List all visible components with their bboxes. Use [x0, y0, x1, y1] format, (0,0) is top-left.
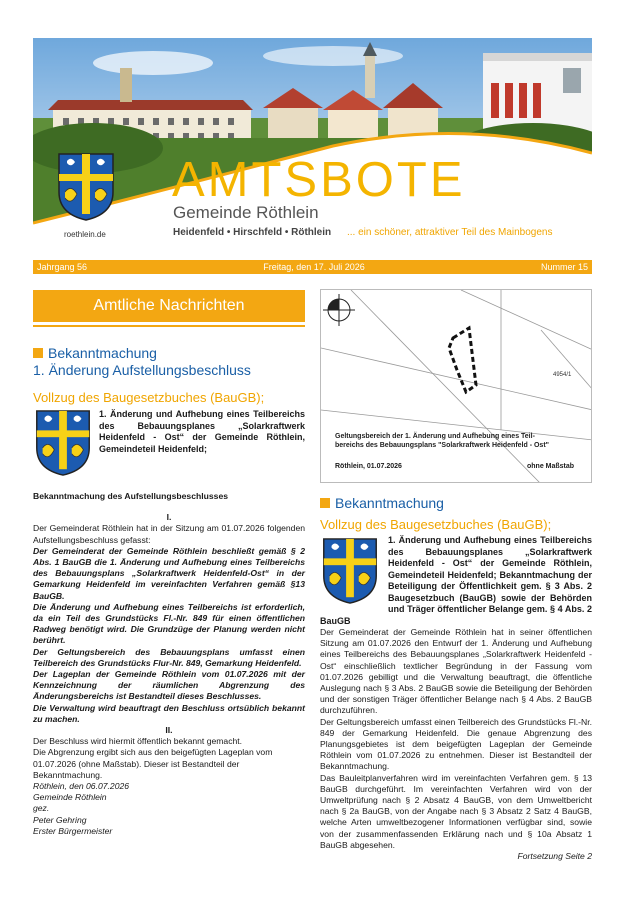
square-bullet-icon: [320, 498, 330, 508]
map-place-date: Röthlein, 01.07.2026: [335, 463, 402, 470]
paragraph: Der Geltungsbereich des Bebauungsplans umfasst einen Teilbereich des Grundstücks Flur-Nr. 849, Gemarkung Heidenfeld.: [33, 646, 305, 668]
signature-name: Peter Gehring: [33, 814, 87, 825]
paragraph: Der Geltungsbereich umfasst einen Teilbereich des Grundstücks Fl.-Nr. 849 der Gemarkung Heidenfeld. Die genaue Abgrenzung des Planungsgebietes ist dem beigefügten Lageplan der Gemeinde Röthlein vom 01.07.2026 zu entnehmen. Dieser ist Bestandteil der Bekanntmachung.: [320, 716, 592, 772]
part-two-marker: II.: [165, 725, 173, 736]
paragraph: Die Änderung und Aufhebung eines Teilbereichs ist erforderlich, da ein Teil des Grundstücks Fl.-Nr. 849 für einen öffentlichen Radweg benötigt wird. Die Grundzüge der Planung werden nicht berührt.: [33, 601, 305, 646]
coat-of-arms-icon: [320, 537, 380, 605]
paragraph: Die Abgrenzung ergibt sich aus den beigefügten Lageplan vom 01.07.2026 (ohne Maßstab). Dieser ist Bestandteil der Bekanntmachung.: [33, 747, 273, 780]
issue-number: Nummer 15: [540, 262, 588, 272]
plan-title: 1. Änderung und Aufhebung eines Teilbereichs des Bebauungsplanes „Solarkraftwerk Heidenfeld - Ost“ der Gemeinde Röthlein, Gemeindeteil Heidenfeld;: [99, 409, 305, 454]
slogan: ... ein schöner, attraktiver Teil des Mainbogens: [347, 227, 553, 238]
plan-title: 1. Änderung und Aufhebung eines Teilbereichs des Bebauungsplanes „Solarkraftwerk Heidenfeld - Ost“ der Gemeinde Röthlein, Gemeindeteil Heidenfeld; Bekanntmachung der Beteiligung der Öffentlichkeit gem. § 3 Abs. 2 Baugesetzbuch (BauGB) sowie der Behörden und Träger öffentlicher Belange gem. § 4 Abs. 2 BauGB: [320, 535, 592, 626]
map-caption: Geltungsbereich der 1. Änderung und Aufhebung eines Teil- bereichs des Bebauungsplans "Solarkraftwerk Heidenfeld - Ost": [335, 433, 549, 449]
coat-of-arms-icon: [57, 152, 115, 222]
section-title: Amtliche Nachrichten: [93, 297, 245, 314]
law-heading: Vollzug des Baugesetzbuches (BauGB);: [33, 390, 265, 405]
left-column: [33, 345, 305, 837]
village-list: Heidenfeld • Hirschfeld • Röthlein: [173, 227, 332, 238]
site-plan-map: [320, 289, 592, 483]
notice-heading: Bekanntmachung: [320, 495, 592, 511]
coat-of-arms-icon: [33, 409, 93, 477]
parcel-number: 4954/1: [553, 372, 572, 378]
paragraph: Die Verwaltung wird beauftragt den Beschluss ortsüblich bekannt zu machen.: [33, 702, 305, 724]
right-column: [320, 495, 592, 862]
paragraph: Der Beschluss wird hiermit öffentlich bekannt gemacht.: [33, 736, 243, 747]
part-one-marker: I.: [166, 512, 172, 523]
issue-info-bar: [33, 260, 592, 274]
paragraph: Der Gemeinderat der Gemeinde Röthlein beschließt gemäß § 2 Abs. 1 BauGB die 1. Änderung und Aufhebung eines Teilbereichs des Bebauungsplans „Solarkraftwerk Heidenfeld-Ost“ in der Gemarkung Heidenfeld im vereinfachten Verfahren gemäß §13 BauGB.: [33, 545, 305, 601]
signature-org: Gemeinde Röthlein: [33, 792, 107, 803]
law-heading: Vollzug des Baugesetzbuches (BauGB);: [320, 517, 552, 532]
paragraph: Der Gemeinderat der Gemeinde Röthlein hat in seiner öffentlichen Sitzung am 01.07.2026 den Entwurf der 1. Änderung und Aufhebung eines Teilbereichs des Bebauungsplanes „Solarkraftwerk Heidenfeld - Ost“ einschließlich textlicher Begründung in der Fassung vom 01.07.2026 gebilligt und die Verwaltung beauftragt, die öffentliche Auslegung nach § 3 Abs. 2 BauGB sowie die Beteiligung der Behörden und der sonstigen Träger öffentlicher Belange nach § 4 Abs. 2 BauGB durchzuführen.: [320, 627, 592, 716]
paragraph: Der Lageplan der Gemeinde Röthlein vom 01.07.2026 mit der Kennzeichnung der räumlichen Abgrenzung des Änderungsbereichs ist Bestandteil dieses Beschlusses.: [33, 669, 305, 702]
notice-heading: Bekanntmachung: [33, 345, 305, 361]
newspaper-title: AMTSBOTE: [172, 153, 466, 207]
section-divider: [33, 325, 305, 327]
section-title-banner: [33, 290, 305, 322]
continued-on-page[interactable]: Fortsetzung Seite 2: [517, 851, 592, 862]
signature-place-date: Röthlein, den 06.07.2026: [33, 781, 130, 792]
square-bullet-icon: [33, 348, 43, 358]
paragraph: Das Bauleitplanverfahren wird im vereinfachten Verfahren gem. § 13 BauGB durchgeführt. Im vereinfachten Verfahren wird von der Umweltprüfung nach § 2 Absatz 4 BauGB, von dem Umweltbericht nach § 2a BauGB, von der Angabe nach § 3 Absatz 2 Satz 4 BauGB, welche Arten umweltbezogener Informationen verfügbar sind, sowie von der zusammenfassenden Erklärung nach und § 10a Absatz 1 BauGB abgesehen.: [320, 772, 592, 850]
notice-subheading: 1. Änderung Aufstellungsbeschluss: [33, 362, 251, 378]
volume: Jahrgang 56: [37, 262, 88, 272]
signature-gez: gez.: [33, 803, 50, 814]
signature-title: Erster Bürgermeister: [33, 825, 113, 836]
website-link[interactable]: roethlein.de: [64, 230, 106, 239]
issue-date: Freitag, den 17. Juli 2026: [263, 262, 365, 272]
map-scale: ohne Maßstab: [527, 463, 575, 470]
notice-title: Bekanntmachung des Aufstellungsbeschlusses: [33, 491, 228, 501]
paragraph: Der Gemeinderat Röthlein hat in der Sitzung am 01.07.2026 folgenden Aufstellungsbeschluss gefasst:: [33, 523, 305, 545]
municipality-name: Gemeinde Röthlein: [173, 203, 319, 222]
north-arrow-icon: [323, 294, 355, 326]
